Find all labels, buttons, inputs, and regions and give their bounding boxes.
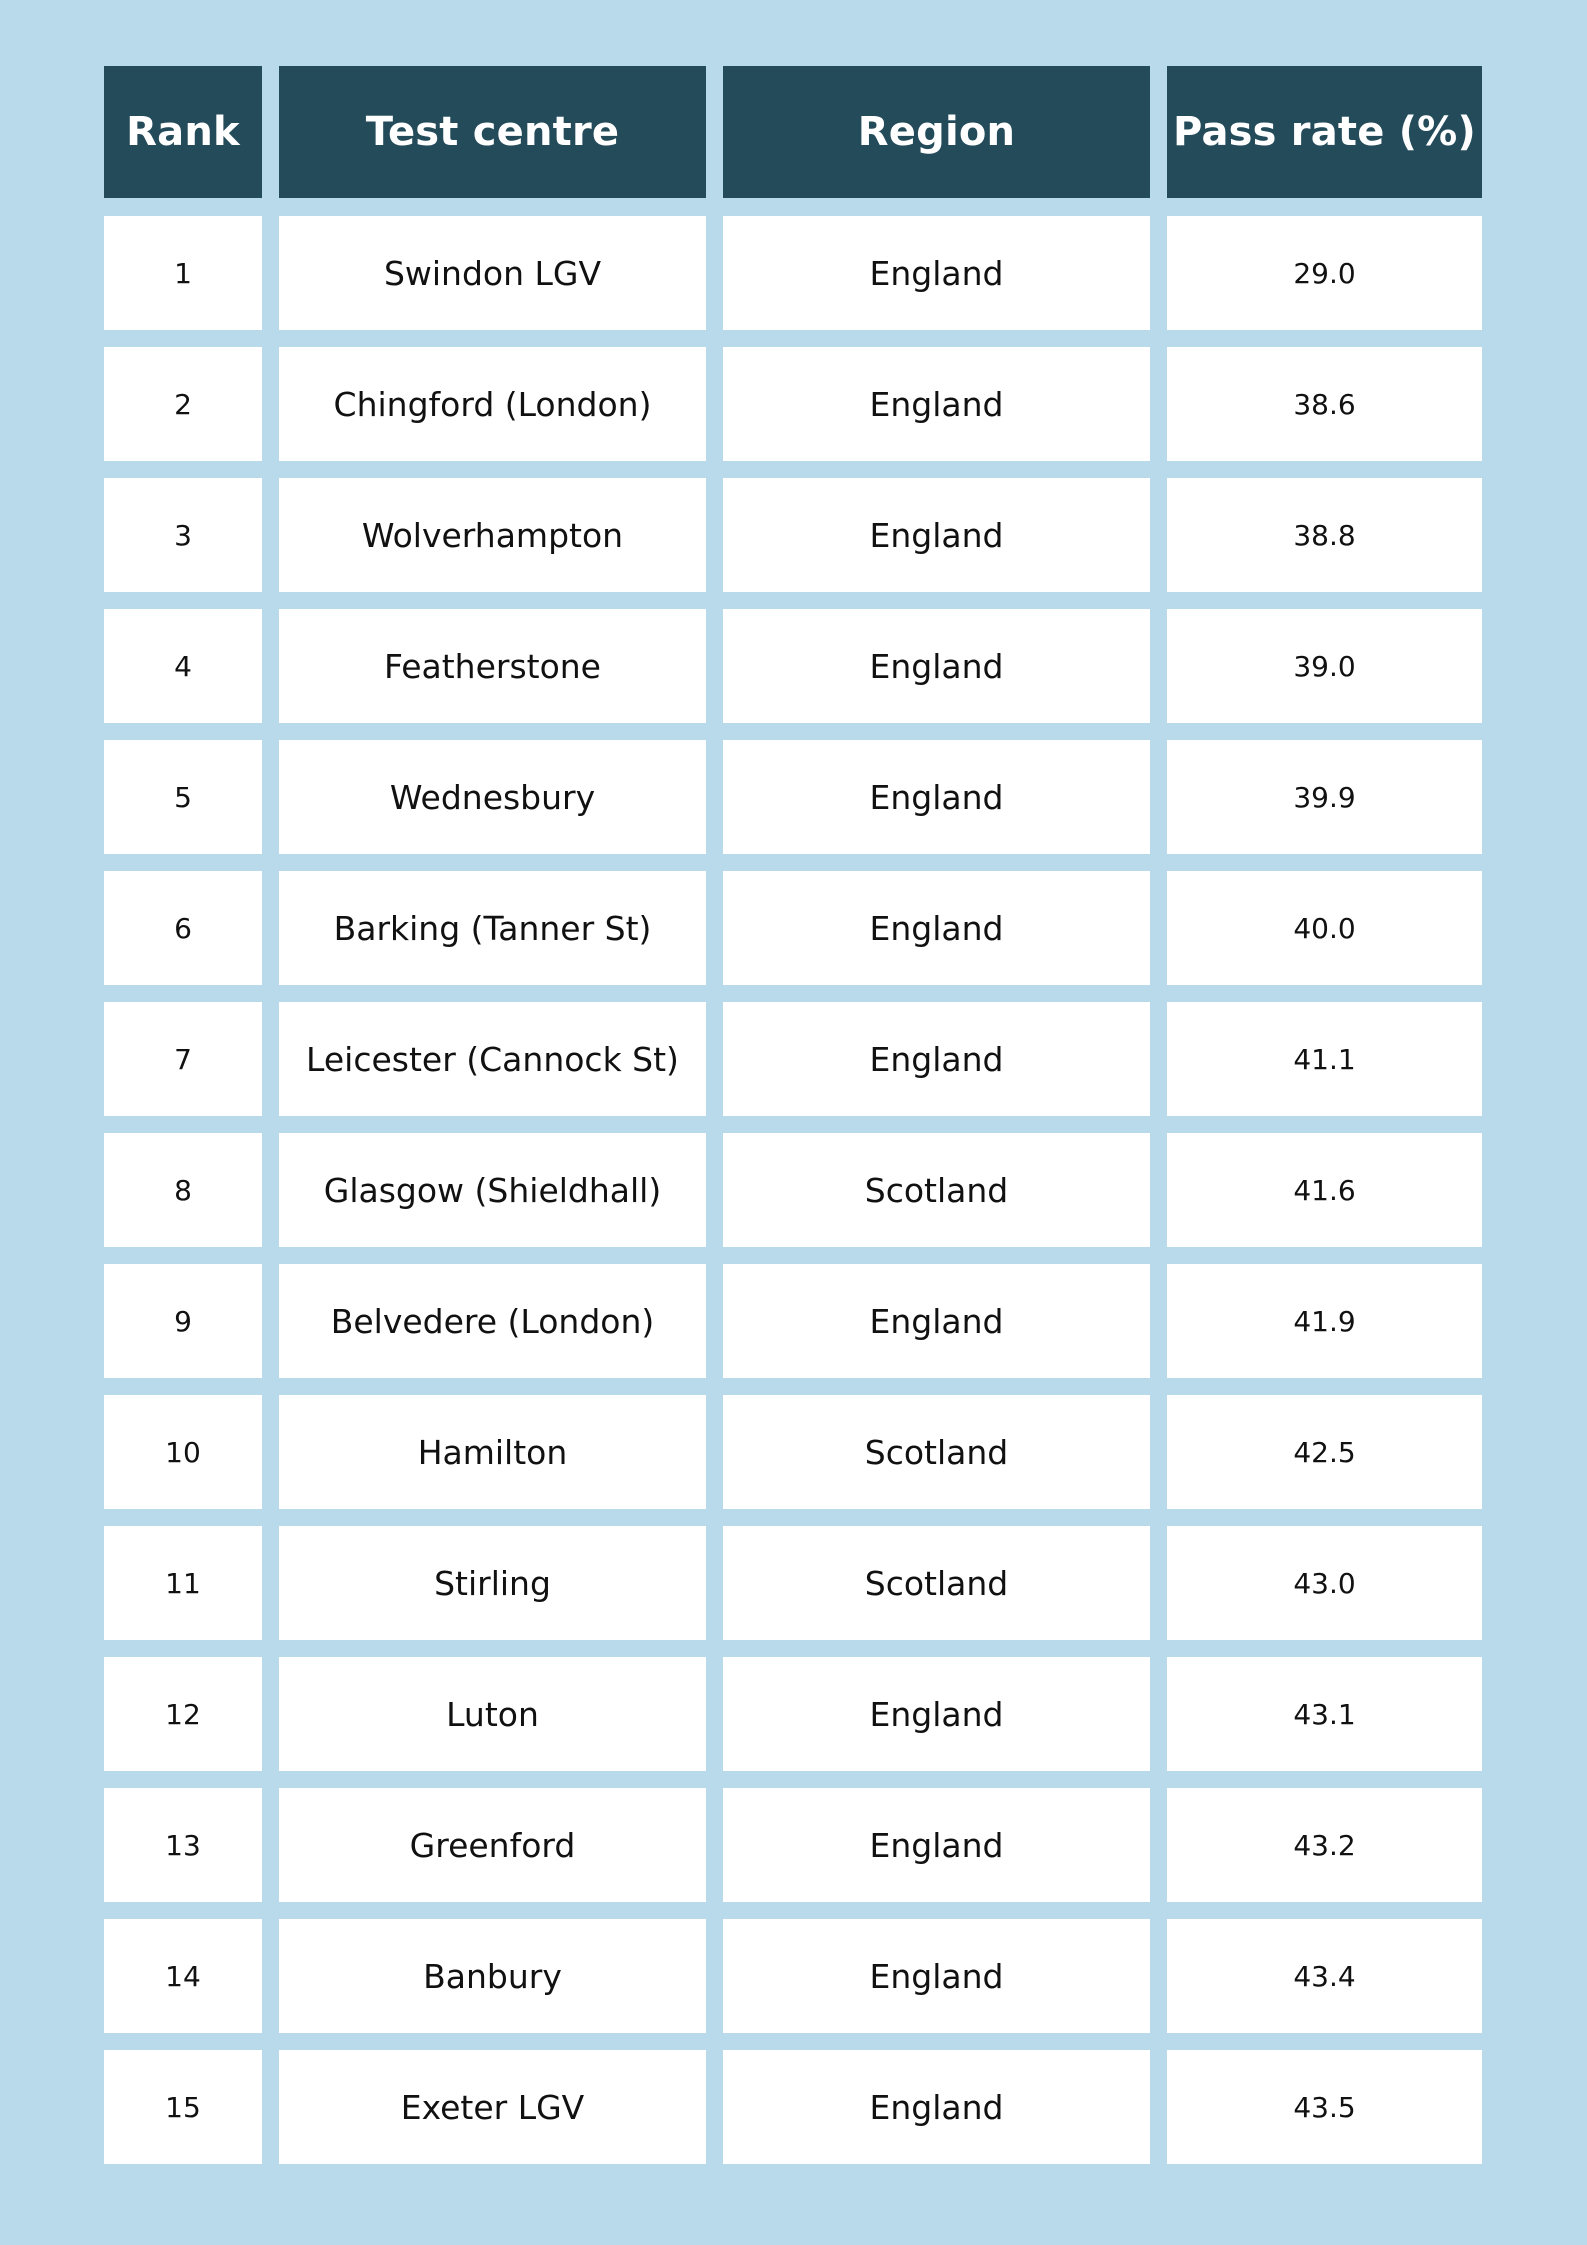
- rank-cell: 13: [104, 1788, 262, 1902]
- rank-cell: 5: [104, 740, 262, 854]
- header-test-centre: Test centre: [279, 66, 706, 198]
- region-cell: England: [723, 216, 1150, 330]
- pass-rate-table: [104, 66, 1483, 2164]
- rank-cell: 14: [104, 1919, 262, 2033]
- pass-rate-cell: 41.9: [1167, 1264, 1482, 1378]
- region-cell: England: [723, 1788, 1150, 1902]
- rank-cell: 12: [104, 1657, 262, 1771]
- pass-rate-cell: 42.5: [1167, 1395, 1482, 1509]
- region-cell: England: [723, 2050, 1150, 2164]
- test-centre-cell: Swindon LGV: [279, 216, 706, 330]
- test-centre-cell: Wednesbury: [279, 740, 706, 854]
- pass-rate-cell: 41.6: [1167, 1133, 1482, 1247]
- test-centre-cell: Glasgow (Shieldhall): [279, 1133, 706, 1247]
- pass-rate-cell: 41.1: [1167, 1002, 1482, 1116]
- test-centre-cell: Hamilton: [279, 1395, 706, 1509]
- rank-cell: 3: [104, 478, 262, 592]
- test-centre-cell: Barking (Tanner St): [279, 871, 706, 985]
- pass-rate-cell: 39.0: [1167, 609, 1482, 723]
- region-cell: England: [723, 609, 1150, 723]
- rank-cell: 4: [104, 609, 262, 723]
- region-cell: England: [723, 871, 1150, 985]
- header-rank: Rank: [104, 66, 262, 198]
- rank-cell: 7: [104, 1002, 262, 1116]
- pass-rate-cell: 43.1: [1167, 1657, 1482, 1771]
- rank-cell: 8: [104, 1133, 262, 1247]
- pass-rate-cell: 29.0: [1167, 216, 1482, 330]
- header-pass-rate: Pass rate (%): [1167, 66, 1482, 198]
- region-cell: England: [723, 1264, 1150, 1378]
- region-cell: England: [723, 1919, 1150, 2033]
- test-centre-cell: Wolverhampton: [279, 478, 706, 592]
- region-cell: England: [723, 740, 1150, 854]
- test-centre-cell: Leicester (Cannock St): [279, 1002, 706, 1116]
- rank-cell: 6: [104, 871, 262, 985]
- pass-rate-cell: 43.5: [1167, 2050, 1482, 2164]
- rank-cell: 15: [104, 2050, 262, 2164]
- test-centre-cell: Stirling: [279, 1526, 706, 1640]
- region-cell: England: [723, 1002, 1150, 1116]
- pass-rate-cell: 43.4: [1167, 1919, 1482, 2033]
- test-centre-cell: Banbury: [279, 1919, 706, 2033]
- region-cell: England: [723, 478, 1150, 592]
- header-region: Region: [723, 66, 1150, 198]
- pass-rate-cell: 39.9: [1167, 740, 1482, 854]
- pass-rate-cell: 38.6: [1167, 347, 1482, 461]
- test-centre-cell: Luton: [279, 1657, 706, 1771]
- pass-rate-cell: 43.0: [1167, 1526, 1482, 1640]
- rank-cell: 2: [104, 347, 262, 461]
- region-cell: England: [723, 1657, 1150, 1771]
- region-cell: Scotland: [723, 1526, 1150, 1640]
- region-cell: England: [723, 347, 1150, 461]
- pass-rate-cell: 38.8: [1167, 478, 1482, 592]
- region-cell: Scotland: [723, 1395, 1150, 1509]
- test-centre-cell: Featherstone: [279, 609, 706, 723]
- test-centre-cell: Greenford: [279, 1788, 706, 1902]
- rank-cell: 1: [104, 216, 262, 330]
- test-centre-cell: Chingford (London): [279, 347, 706, 461]
- test-centre-cell: Belvedere (London): [279, 1264, 706, 1378]
- region-cell: Scotland: [723, 1133, 1150, 1247]
- pass-rate-cell: 43.2: [1167, 1788, 1482, 1902]
- test-centre-cell: Exeter LGV: [279, 2050, 706, 2164]
- rank-cell: 11: [104, 1526, 262, 1640]
- pass-rate-cell: 40.0: [1167, 871, 1482, 985]
- rank-cell: 10: [104, 1395, 262, 1509]
- rank-cell: 9: [104, 1264, 262, 1378]
